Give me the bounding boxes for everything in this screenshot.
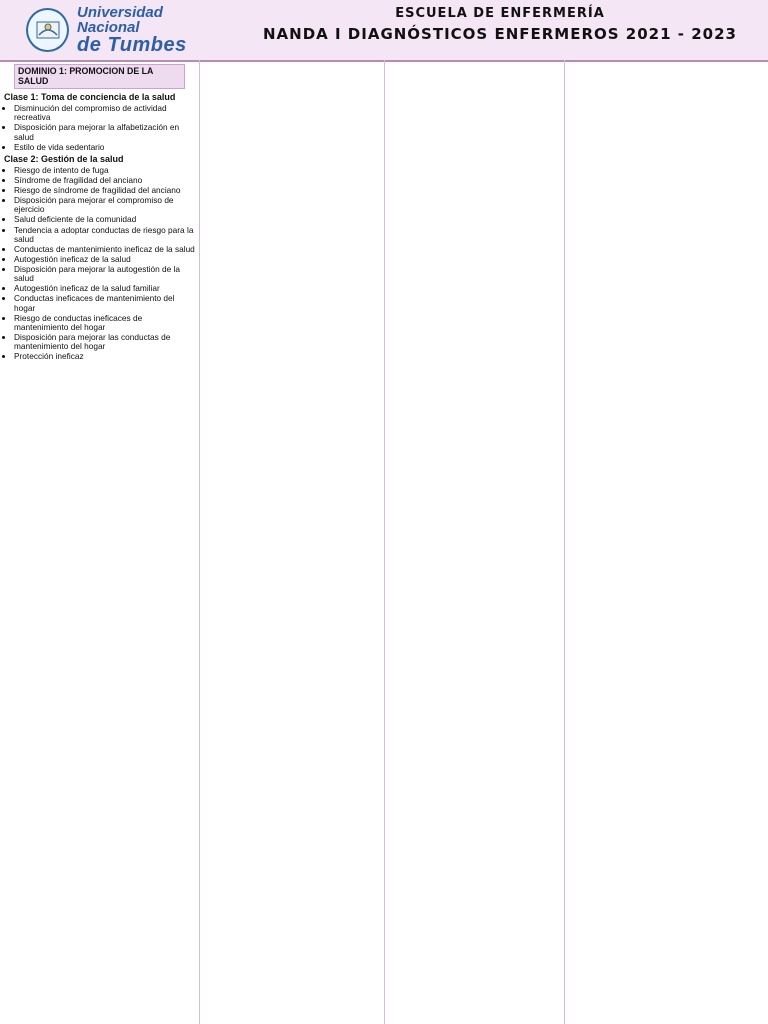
domain-1-header: DOMINIO 1: PROMOCION DE LA SALUD — [14, 64, 185, 89]
school-name: ESCUELA DE ENFERMERÍA — [395, 6, 605, 21]
list-item: • Síndrome de fragilidad del anciano — [14, 176, 195, 185]
list-item: • Disposición para mejorar el compromiso de ejercicio — [14, 196, 195, 214]
list-item: • Disposición para mejorar las conductas de mantenimiento del hogar — [14, 333, 195, 351]
list-item: • Disposición para mejorar la alfabetización en salud — [14, 123, 195, 141]
list-item: • Disminución del compromiso de actividad recreativa — [14, 104, 195, 122]
content-columns — [0, 60, 768, 1024]
list-item: • Protección ineficaz — [14, 352, 195, 361]
seal-icon — [26, 8, 69, 52]
column-4 — [565, 60, 768, 1024]
list-item: • Salud deficiente de la comunidad — [14, 215, 195, 224]
column-1 — [0, 60, 200, 1024]
document-title — [250, 6, 750, 43]
list-item: • Riesgo de intento de fuga — [14, 166, 195, 175]
header-bar — [0, 0, 768, 62]
list-item: • Tendencia a adoptar conductas de riesgo para la salud — [14, 226, 195, 244]
list-item: • Riesgo de síndrome de fragilidad del anciano — [14, 186, 195, 195]
list-item: • Conductas de mantenimiento ineficaz de la salud — [14, 245, 195, 254]
document-subtitle: NANDA I DIAGNÓSTICOS ENFERMEROS 2021 - 2023 — [263, 25, 737, 43]
column-2 — [200, 60, 385, 1024]
list-item: • Conductas ineficaces de mantenimiento del hogar — [14, 294, 195, 312]
logo-text-top: Universidad Nacional — [77, 4, 163, 36]
logo-text-bottom: de Tumbes — [77, 34, 187, 56]
domain-1-class-2: Clase 2: Gestión de la salud — [4, 153, 124, 164]
university-logo — [26, 4, 226, 56]
domain-1-class-1: Clase 1: Toma de conciencia de la salud — [4, 92, 176, 103]
list-item: • Estilo de vida sedentario — [14, 143, 195, 152]
domain-1-class-2-list — [4, 166, 195, 362]
column-3 — [385, 60, 565, 1024]
domain-1-class-1-list — [4, 104, 195, 152]
list-item: • Autogestión ineficaz de la salud — [14, 255, 195, 264]
list-item: • Riesgo de conductas ineficaces de mantenimiento del hogar — [14, 314, 195, 332]
list-item: • Disposición para mejorar la autogestión de la salud — [14, 265, 195, 283]
list-item: • Autogestión ineficaz de la salud familiar — [14, 284, 195, 293]
